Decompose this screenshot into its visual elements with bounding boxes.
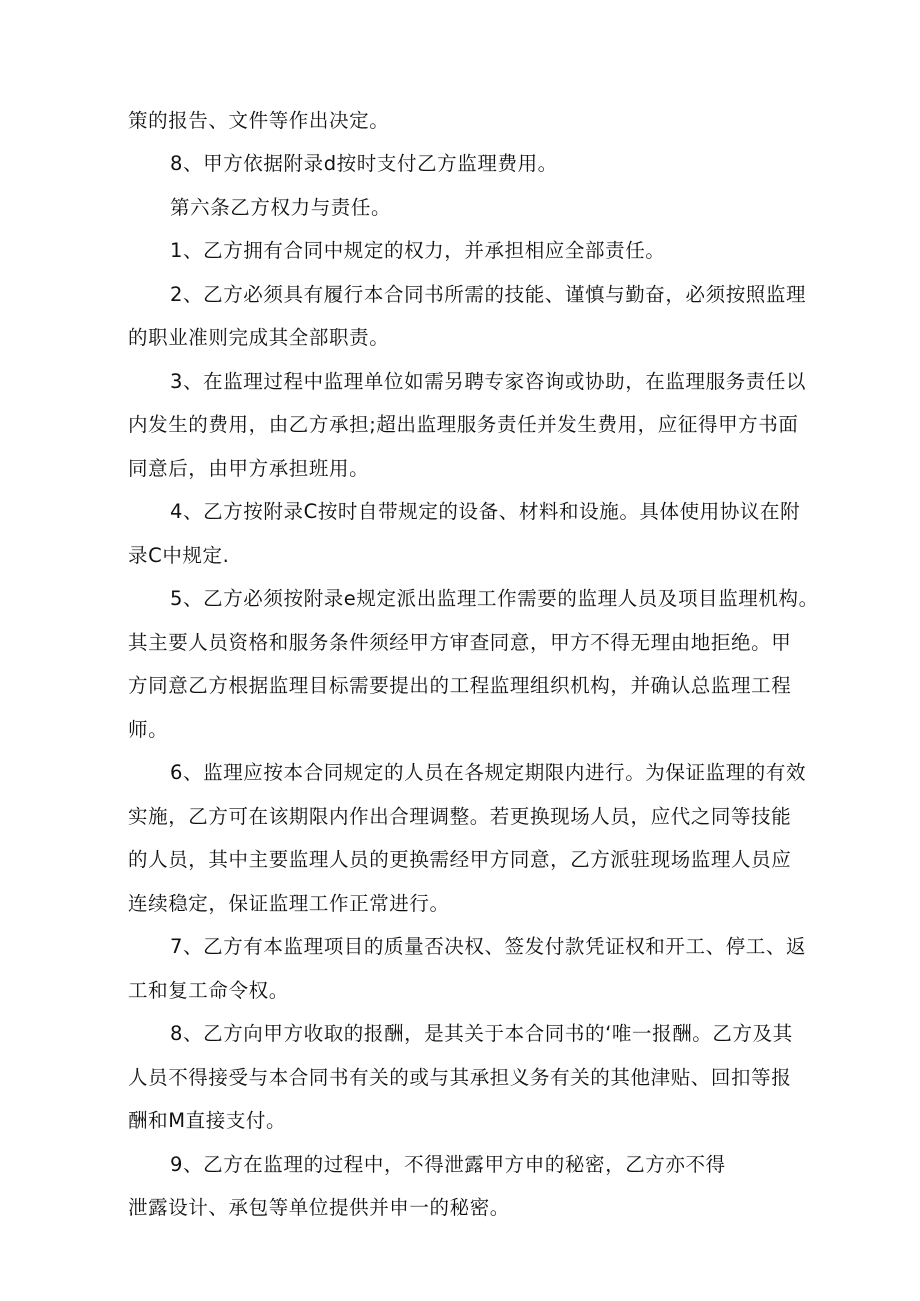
text-line: 9、乙方在监理的过程中，不得泄露甲方申的秘密，乙方亦不得 <box>170 1153 726 1176</box>
text-line: 的人员，其中主要监理人员的更换需经甲方同意，乙方派驻现场监理人员应 <box>128 848 792 871</box>
text-line: 1、乙方拥有合同中规定的权力，并承担相应全部责任。 <box>170 239 666 262</box>
text-line: 的职业准则完成其全部职责。 <box>128 326 390 349</box>
text-line: 8、乙方向甲方收取的报酬，是其关于本合同书的‘唯一报酬。乙方及其 <box>170 1022 793 1045</box>
text-line: 方同意乙方根据监理目标需要提出的工程监理组织机构，并确认总监理工程 <box>128 674 792 697</box>
text-line: 连续稳定，保证监理工作正常进行。 <box>128 892 450 915</box>
text-line: 其主要人员资格和服务条件须经甲方审查同意，甲方不得无理由地拒绝。甲 <box>128 631 792 654</box>
text-line: 第六条乙方权力与责任。 <box>170 196 392 219</box>
text-line: 4、乙方按附录C按时自带规定的设备、材料和设施。具体使用协议在附 <box>170 500 801 523</box>
text-line: 内发生的费用，由乙方承担;超出监理服务责任并发生费用，应征得甲方书面 <box>128 413 799 436</box>
text-line: 人员不得接受与本合同书有关的或与其承担义务有关的其他津贴、回扣等报 <box>128 1066 792 1089</box>
text-line: 6、监理应按本合同规定的人员在各规定期限内进行。为保证监理的有效 <box>170 761 807 784</box>
text-line: 泄露设计、承包等单位提供并申一的秘密。 <box>128 1196 510 1219</box>
text-line: 实施，乙方可在该期限内作出合理调整。若更换现场人员，应代之同等技能 <box>128 805 792 828</box>
text-line: 策的报告、文件等作出决定。 <box>128 109 390 132</box>
text-line: 2、乙方必须具有履行本合同书所需的技能、谨慎与勤奋，必须按照监理 <box>170 283 807 306</box>
text-line: 工和复工命令权。 <box>128 979 289 1002</box>
text-line: 同意后，由甲方承担班用。 <box>128 457 370 480</box>
text-line: 录C中规定. <box>128 544 230 567</box>
text-line: 3、在监理过程中监理单位如需另聘专家咨询或协助，在监理服务责任以 <box>170 370 807 393</box>
text-line: 师。 <box>128 718 169 741</box>
text-line: 8、甲方依据附录d按时支付乙方监理费用。 <box>170 152 558 175</box>
text-line: 7、乙方有本监理项目的质量否决权、签发付款凭证权和开工、停工、返 <box>170 935 807 958</box>
text-line: 5、乙方必须按附录e规定派出监理工作需要的监理人员及项目监理机构。 <box>170 587 819 610</box>
text-line: 酬和M直接支付。 <box>128 1109 287 1132</box>
